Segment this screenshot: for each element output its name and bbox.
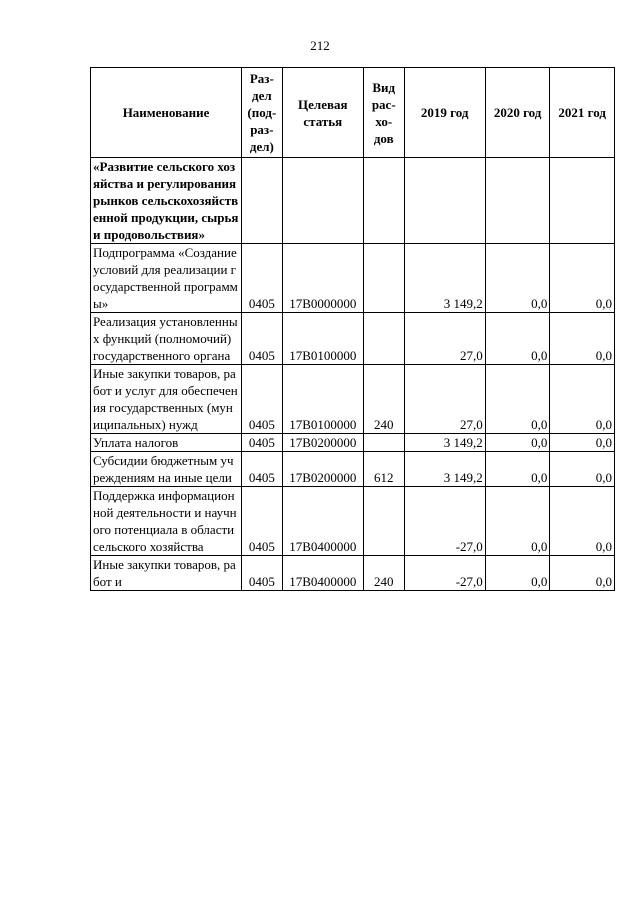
row-target: 17В0100000 [282, 313, 363, 365]
row-target: 17В0400000 [282, 556, 363, 591]
row-kind: 240 [363, 556, 404, 591]
row-2021: 0,0 [550, 313, 615, 365]
row-target: 17В0400000 [282, 487, 363, 556]
row-2021: 0,0 [550, 452, 615, 487]
header-section: Раз-дел (под-раз-дел) [242, 68, 283, 158]
row-section: 0405 [242, 434, 283, 452]
row-kind [363, 244, 404, 313]
row-section: 0405 [242, 487, 283, 556]
row-kind [363, 313, 404, 365]
row-name: Уплата налогов [91, 434, 242, 452]
table-row [91, 244, 615, 313]
row-name: Субсидии бюджетным учреждениям на иные цели [91, 452, 242, 487]
row-2019: 3 149,2 [404, 452, 485, 487]
table-row [91, 434, 615, 452]
row-2020: 0,0 [485, 487, 550, 556]
row-2021: 0,0 [550, 365, 615, 434]
row-section [242, 158, 283, 244]
row-target: 17В0200000 [282, 434, 363, 452]
table-row [91, 487, 615, 556]
row-kind: 612 [363, 452, 404, 487]
header-2019: 2019 год [404, 68, 485, 158]
row-section: 0405 [242, 452, 283, 487]
row-kind [363, 158, 404, 244]
row-kind: 240 [363, 365, 404, 434]
row-2021: 0,0 [550, 244, 615, 313]
row-target: 17В0200000 [282, 452, 363, 487]
row-2019: 27,0 [404, 313, 485, 365]
row-2019: 3 149,2 [404, 434, 485, 452]
row-section: 0405 [242, 313, 283, 365]
row-2021: 0,0 [550, 434, 615, 452]
table-row [91, 556, 615, 591]
row-name: Поддержка информационной деятельности и научного потенциала в области сельского хозяйства [91, 487, 242, 556]
row-kind [363, 434, 404, 452]
table-row [91, 158, 615, 244]
budget-table [90, 67, 615, 591]
row-2020: 0,0 [485, 434, 550, 452]
row-2020: 0,0 [485, 244, 550, 313]
row-2019: 27,0 [404, 365, 485, 434]
row-2020 [485, 158, 550, 244]
row-name: «Развитие сельского хозяйства и регулирования рынков сельскохозяйственной продукции, сырья и продовольствия» [91, 158, 242, 244]
row-target: 17В0100000 [282, 365, 363, 434]
table-header-row [91, 68, 615, 158]
row-2020: 0,0 [485, 313, 550, 365]
row-name: Иные закупки товаров, работ и [91, 556, 242, 591]
row-2020: 0,0 [485, 365, 550, 434]
header-2021: 2021 год [550, 68, 615, 158]
table-row [91, 365, 615, 434]
row-section: 0405 [242, 244, 283, 313]
page-number: 212 [310, 38, 330, 53]
row-kind [363, 487, 404, 556]
row-2020: 0,0 [485, 452, 550, 487]
row-target: 17В0000000 [282, 244, 363, 313]
row-target [282, 158, 363, 244]
row-2020: 0,0 [485, 556, 550, 591]
row-2019: -27,0 [404, 556, 485, 591]
header-2020: 2020 год [485, 68, 550, 158]
row-name: Иные закупки товаров, работ и услуг для обеспечения государственных (муниципальных) нужд [91, 365, 242, 434]
row-2019 [404, 158, 485, 244]
row-2019: -27,0 [404, 487, 485, 556]
header-target: Целевая статья [282, 68, 363, 158]
header-name: Наименование [91, 68, 242, 158]
row-name: Подпрограмма «Создание условий для реализации государственной программы» [91, 244, 242, 313]
row-2019: 3 149,2 [404, 244, 485, 313]
row-2021: 0,0 [550, 487, 615, 556]
row-2021 [550, 158, 615, 244]
row-section: 0405 [242, 556, 283, 591]
table-row [91, 452, 615, 487]
table-row [91, 313, 615, 365]
row-2021: 0,0 [550, 556, 615, 591]
header-kind: Вид рас-хо-дов [363, 68, 404, 158]
row-name: Реализация установленных функций (полномочий) государственного органа [91, 313, 242, 365]
row-section: 0405 [242, 365, 283, 434]
